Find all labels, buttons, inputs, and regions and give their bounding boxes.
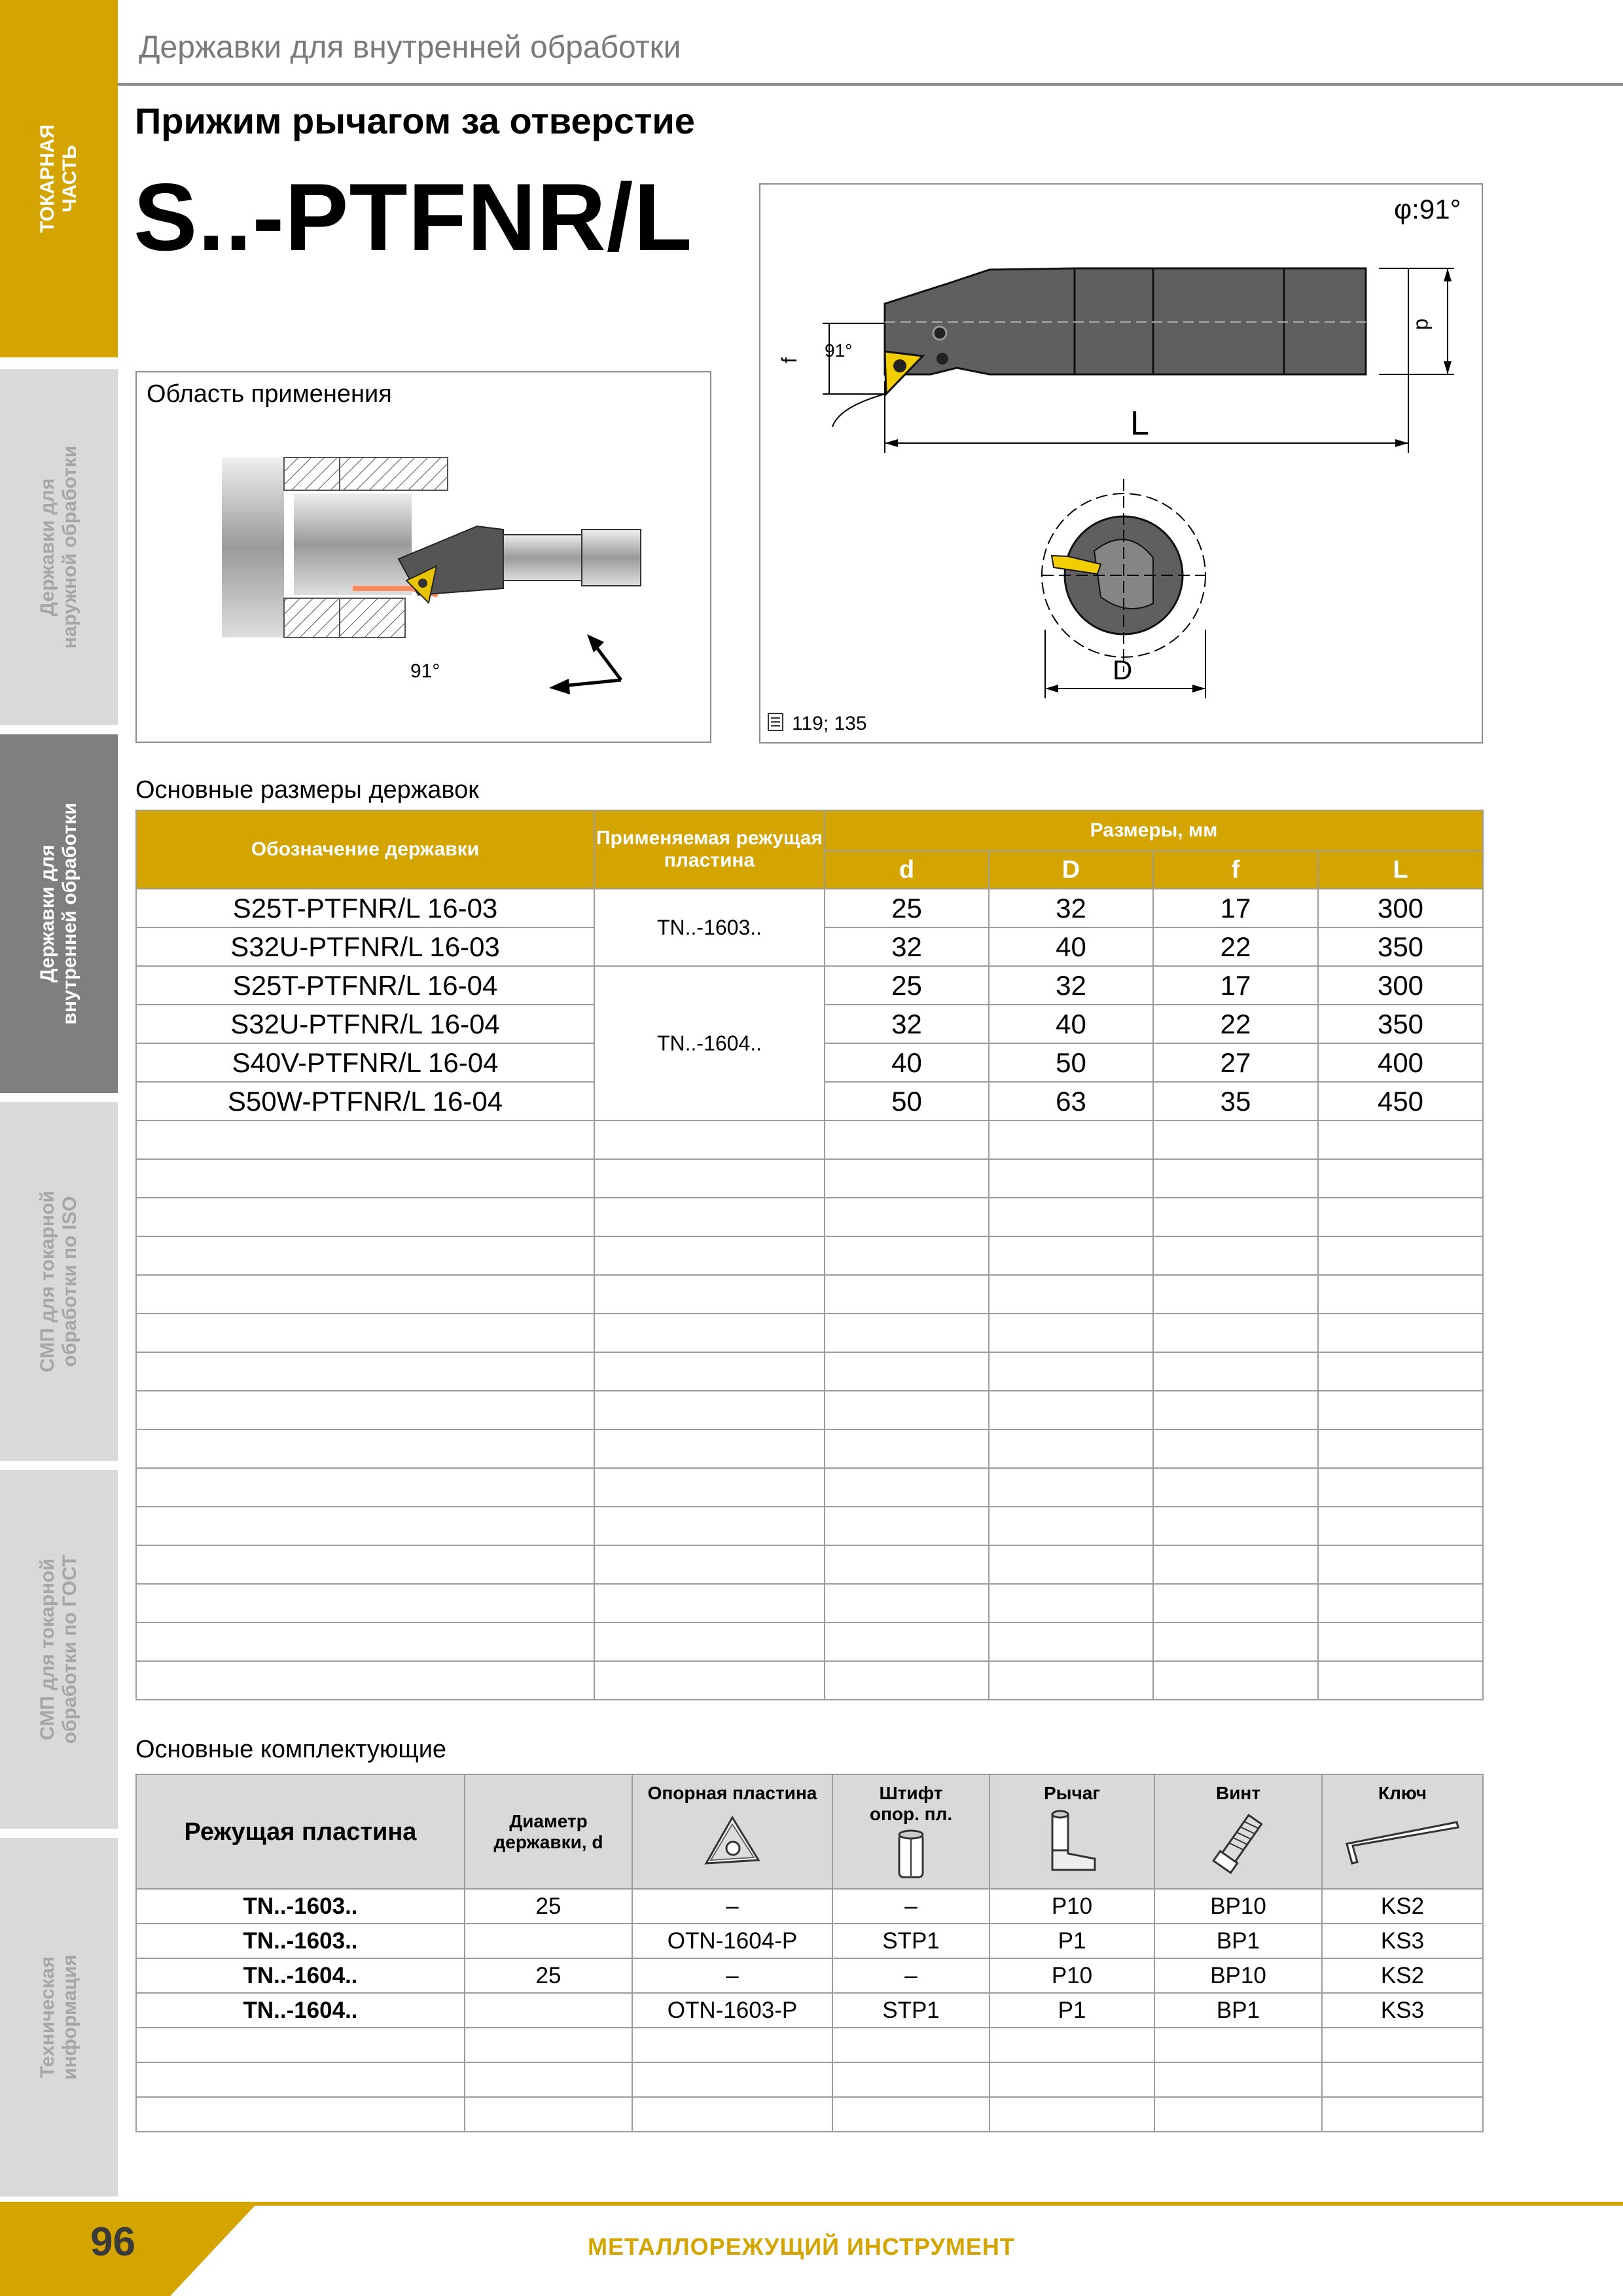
cell-diameter [465, 1924, 632, 1958]
dimension-f-label: f [777, 357, 801, 363]
cell-diameter: 25 [465, 1958, 632, 1993]
key-icon [1340, 1808, 1465, 1873]
sidebar-tab-label: СМП для токарной обработки по ISO [37, 1191, 80, 1372]
cell-f: 17 [1153, 889, 1318, 927]
sidebar-tab-label: СМП для токарной обработки по ГОСТ [37, 1554, 80, 1744]
cell-f: 22 [1153, 927, 1318, 966]
shim-icon [696, 1808, 768, 1873]
sidebar-tab-label: Державки для наружной обработки [37, 445, 80, 649]
cell-lever: P10 [990, 1958, 1154, 1993]
header-divider [118, 83, 1623, 86]
cell-insert: TN..-1603.. [136, 1889, 465, 1924]
cell-pin: – [832, 1889, 990, 1924]
sidebar-tab-label: Державки для внутренней обработки [37, 802, 80, 1025]
sidebar-tab-label: Техническая информация [37, 1954, 80, 2080]
pin-icon [891, 1825, 931, 1884]
sidebar-tab-iso-inserts[interactable] [0, 1102, 118, 1461]
col-header-shim [632, 1774, 832, 1889]
cell-key: KS2 [1322, 1958, 1483, 1993]
col-header-shim-label: Опорная пластина [647, 1783, 817, 1803]
cell-D: 32 [989, 889, 1153, 927]
cell-lever: P1 [990, 1924, 1154, 1958]
cell-insert: TN..-1604.. [136, 1958, 465, 1993]
table-row [136, 1958, 1483, 1993]
empty-row [136, 1507, 1483, 1545]
cell-D: 32 [989, 966, 1153, 1005]
components-table [135, 1774, 1484, 2132]
col-header-screw-label: Винт [1215, 1783, 1261, 1803]
cell-screw: BP1 [1154, 1924, 1322, 1958]
insert-group-1604: TN..-1604.. [594, 966, 825, 1121]
cell-d: 32 [825, 1005, 989, 1043]
table-row [136, 966, 1483, 1005]
empty-row [136, 1391, 1483, 1429]
holder-designation: S25T-PTFNR/L 16-03 [136, 889, 594, 927]
empty-row [136, 2028, 1483, 2062]
screw-icon [1209, 1808, 1268, 1880]
holder-designation: S50W-PTFNR/L 16-04 [136, 1082, 594, 1121]
cell-D: 63 [989, 1082, 1153, 1121]
cell-L: 350 [1318, 1005, 1483, 1043]
lever-icon [1039, 1808, 1105, 1880]
dimension-L-label: L [1130, 404, 1149, 442]
empty-row [136, 1623, 1483, 1661]
col-header-diameter: Диаметр державки, d [465, 1774, 632, 1889]
page-subtitle: Прижим рычагом за отверстие [135, 100, 695, 141]
col-header-d: d [825, 851, 989, 889]
sidebar-tab-technical-info[interactable] [0, 1838, 118, 2197]
empty-row [136, 1275, 1483, 1314]
cell-key: KS2 [1322, 1889, 1483, 1924]
cell-screw: BP1 [1154, 1993, 1322, 2028]
cell-insert: TN..-1604.. [136, 1993, 465, 2028]
empty-row [136, 1159, 1483, 1198]
cell-d: 32 [825, 927, 989, 966]
cell-D: 40 [989, 1005, 1153, 1043]
cell-diameter: 25 [465, 1889, 632, 1924]
empty-row [136, 1661, 1483, 1700]
cell-pin: STP1 [832, 1993, 990, 2028]
cell-L: 300 [1318, 966, 1483, 1005]
empty-row [136, 1468, 1483, 1507]
empty-row [136, 1314, 1483, 1352]
reference-pages: 119; 135 [792, 713, 867, 734]
dimension-D-label: D [1113, 655, 1133, 685]
cell-diameter [465, 1993, 632, 2028]
cell-f: 35 [1153, 1082, 1318, 1121]
application-area-title: Область применения [147, 380, 392, 408]
col-header-designation: Обозначение державки [136, 810, 594, 889]
sidebar-tab-label: ТОКАРНАЯ ЧАСТЬ [37, 124, 80, 233]
cell-insert: TN..-1603.. [136, 1924, 465, 1958]
cell-pin: STP1 [832, 1924, 990, 1958]
cell-lever: P1 [990, 1993, 1154, 2028]
cell-pin: – [832, 1958, 990, 1993]
cell-lever: P10 [990, 1889, 1154, 1924]
empty-row [136, 2062, 1483, 2097]
cell-d: 40 [825, 1043, 989, 1082]
application-area-box [135, 371, 711, 743]
col-header-key [1322, 1774, 1483, 1889]
components-section-title: Основные комплектующие [135, 1736, 447, 1763]
sidebar-tab-gost-inserts[interactable] [0, 1470, 118, 1829]
technical-drawing-box [759, 183, 1483, 744]
col-header-insert: Режущая пластина [136, 1774, 465, 1889]
dimensions-table [135, 810, 1484, 1700]
cell-key: KS3 [1322, 1924, 1483, 1958]
empty-row [136, 1352, 1483, 1391]
cell-f: 27 [1153, 1043, 1318, 1082]
empty-row [136, 1121, 1483, 1159]
insert-group-1603: TN..-1603.. [594, 889, 825, 966]
cell-screw: BP10 [1154, 1889, 1322, 1924]
cell-shim: OTN-1603-P [632, 1993, 832, 2028]
col-header-lever [990, 1774, 1154, 1889]
empty-row [136, 1584, 1483, 1623]
col-header-screw [1154, 1774, 1322, 1889]
drawing-angle-label: 91° [825, 340, 853, 361]
cell-L: 300 [1318, 889, 1483, 927]
cell-d: 50 [825, 1082, 989, 1121]
holder-designation: S32U-PTFNR/L 16-03 [136, 927, 594, 966]
cell-L: 350 [1318, 927, 1483, 966]
table-row [136, 1889, 1483, 1924]
table-row [136, 1993, 1483, 2028]
cell-f: 17 [1153, 966, 1318, 1005]
col-header-D: D [989, 851, 1153, 889]
dimension-d-label: d [1412, 318, 1436, 331]
holder-designation: S32U-PTFNR/L 16-04 [136, 1005, 594, 1043]
col-header-key-label: Ключ [1378, 1783, 1427, 1803]
col-header-sizes: Размеры, мм [825, 810, 1483, 851]
table-row [136, 1924, 1483, 1958]
approach-angle-label: φ:91° [1394, 194, 1461, 224]
empty-row [136, 2097, 1483, 2132]
page-title: S..-PTFNR/L [134, 164, 693, 270]
cell-d: 25 [825, 966, 989, 1005]
col-header-pin-label: Штифт опор. пл. [869, 1783, 953, 1824]
col-header-insert: Применяемая режущая пластина [594, 810, 825, 889]
cell-d: 25 [825, 889, 989, 927]
cell-f: 22 [1153, 1005, 1318, 1043]
col-header-lever-label: Рычаг [1043, 1783, 1101, 1803]
empty-row [136, 1545, 1483, 1584]
col-header-L: L [1318, 851, 1483, 889]
holder-designation: S25T-PTFNR/L 16-04 [136, 966, 594, 1005]
section-header: Державки для внутренней обработки [139, 30, 681, 65]
sidebar-tab-external-holders[interactable] [0, 369, 118, 725]
cell-D: 40 [989, 927, 1153, 966]
cell-shim: – [632, 1958, 832, 1993]
cell-key: KS3 [1322, 1993, 1483, 2028]
application-angle-label: 91° [410, 660, 440, 682]
cell-D: 50 [989, 1043, 1153, 1082]
col-header-f: f [1153, 851, 1318, 889]
empty-row [136, 1236, 1483, 1275]
sidebar-tab-internal-holders[interactable] [0, 734, 118, 1093]
empty-row [136, 1429, 1483, 1468]
cell-L: 400 [1318, 1043, 1483, 1082]
empty-row [136, 1198, 1483, 1236]
application-illustration [137, 372, 710, 742]
cell-shim: – [632, 1889, 832, 1924]
col-header-pin [832, 1774, 990, 1889]
sidebar-tab-turning[interactable] [0, 0, 118, 357]
table-row [136, 889, 1483, 927]
footer-brand: МЕТАЛЛОРЕЖУЩИЙ ИНСТРУМЕНТ [588, 2233, 1015, 2260]
cell-screw: BP10 [1154, 1958, 1322, 1993]
cell-shim: OTN-1604-P [632, 1924, 832, 1958]
holder-designation: S40V-PTFNR/L 16-04 [136, 1043, 594, 1082]
cell-L: 450 [1318, 1082, 1483, 1121]
dimensions-section-title: Основные размеры державок [135, 776, 479, 804]
page-number: 96 [90, 2219, 135, 2265]
